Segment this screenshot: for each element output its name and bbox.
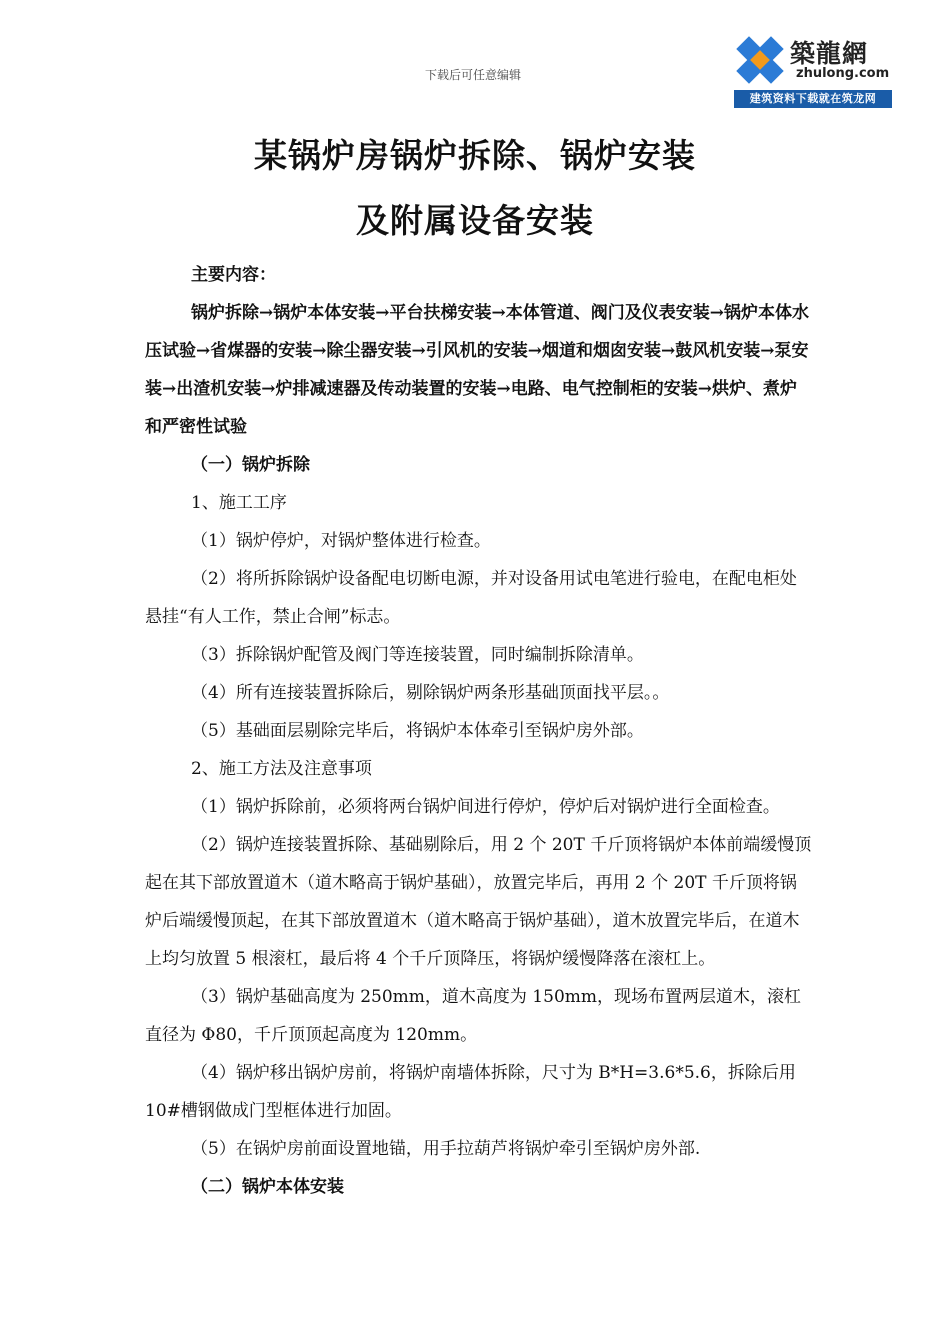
paragraph: （2）锅炉连接装置拆除、基础剔除后，用 2 个 20T 千斤顶将锅炉本体前端缓慢顶起在其下部放置道木（道木略高于锅炉基础），放置完毕后，再用 2 个 20T 千斤顶将锅炉后端缓慢顶起，在其下部放置道木（道木略高于锅炉基础），道木放置完毕后，在道木上均匀放置 5 根滚杠，最后将 4 个千斤顶降压，将锅炉缓慢降落在滚杠上。: [145, 835, 812, 969]
paragraph: （2）将所拆除锅炉设备配电切断电源，并对设备用试电笔进行验电，在配电柜处悬挂“有人工作，禁止合闸”标志。: [145, 569, 797, 627]
zhulong-logo: [734, 30, 892, 108]
paragraph: （3）拆除锅炉配管及阀门等连接装置，同时编制拆除清单。: [191, 645, 644, 665]
paragraph: （5）基础面层剔除完毕后，将锅炉本体牵引至锅炉房外部。: [191, 721, 644, 741]
main-content-label: 主要内容：: [191, 265, 276, 285]
logo-top: [734, 30, 892, 88]
title-line-2: 及附属设备安装: [356, 201, 594, 240]
subheading-2: 2、施工方法及注意事项: [191, 759, 372, 779]
paragraph: （4）锅炉移出锅炉房前，将锅炉南墙体拆除，尺寸为 B*H=3.6*5.6，拆除后用 10#槽钢做成门型框体进行加固。: [145, 1063, 796, 1121]
paragraph: （3）锅炉基础高度为 250mm，道木高度为 150mm，现场布置两层道木，滚杠直径为 Φ80，千斤顶顶起高度为 120mm。: [145, 987, 801, 1045]
logo-cn-text: 築龍網: [790, 39, 869, 68]
paragraph: （1）锅炉停炉，对锅炉整体进行检查。: [191, 531, 491, 551]
paragraph: （4）所有连接装置拆除后，剔除锅炉两条形基础顶面找平层。。: [191, 683, 670, 703]
header-note: 下载后可任意编辑: [425, 68, 522, 82]
logo-band: 建筑资料下载就在筑龙网: [734, 90, 892, 108]
subheading-1: 1、施工工序: [191, 493, 287, 513]
paragraph: （5）在锅炉房前面设置地锚，用手拉葫芦将锅炉牵引至锅炉房外部.: [191, 1139, 701, 1159]
logo-mark-icon: [736, 36, 784, 84]
document-body: [145, 256, 813, 1206]
process-flow: 锅炉拆除→锅炉本体安装→平台扶梯安装→本体管道、阀门及仪表安装→锅炉本体水压试验→省煤器的安装→除尘器安装→引风机的安装→烟道和烟囱安装→鼓风机安装→泵安装→出渣机安装→炉排减速器及传动装置的安装→电路、电气控制柜的安装→烘炉、煮炉和严密性试验: [145, 303, 809, 437]
section-heading-1: （一）锅炉拆除: [191, 455, 310, 475]
logo-en-text: zhulong.com: [796, 66, 890, 81]
paragraph: （1）锅炉拆除前，必须将两台锅炉间进行停炉，停炉后对锅炉进行全面检查。: [191, 797, 780, 817]
title-line-1: 某锅炉房锅炉拆除、锅炉安装: [254, 136, 696, 175]
section-heading-2: （二）锅炉本体安装: [191, 1177, 344, 1197]
